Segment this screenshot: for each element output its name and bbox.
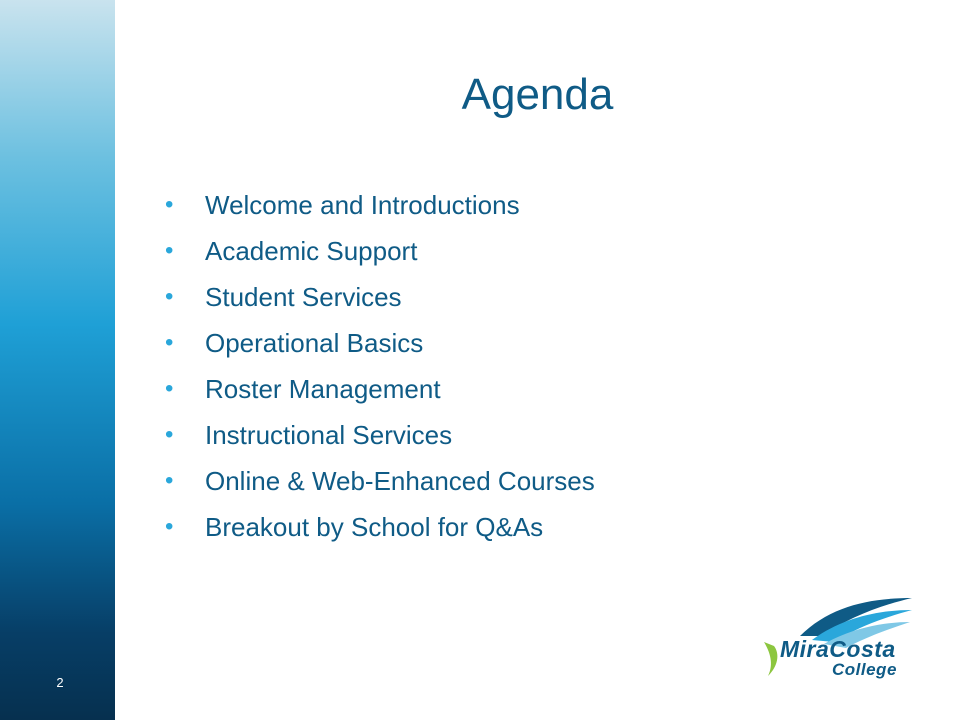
agenda-item-text: Breakout by School for Q&As bbox=[205, 511, 544, 542]
agenda-item bbox=[165, 412, 595, 458]
agenda-item bbox=[165, 366, 595, 412]
agenda-item-text: Welcome and Introductions bbox=[205, 189, 520, 220]
agenda-item-text: Academic Support bbox=[205, 235, 418, 266]
logo-name: MiraCosta bbox=[780, 636, 896, 662]
agenda-item bbox=[165, 458, 595, 504]
agenda-item-text: Operational Basics bbox=[205, 327, 424, 358]
bullet-icon: • bbox=[165, 421, 174, 448]
bullet-icon: • bbox=[165, 237, 174, 264]
agenda-item bbox=[165, 182, 595, 228]
miracosta-logo bbox=[760, 596, 920, 691]
logo-subname: College bbox=[832, 660, 897, 679]
agenda-item bbox=[165, 274, 595, 320]
slide-number: 2 bbox=[56, 675, 64, 690]
bullet-icon: • bbox=[165, 513, 174, 540]
agenda-list bbox=[165, 182, 595, 550]
bullet-icon: • bbox=[165, 191, 174, 218]
bullet-icon: • bbox=[165, 329, 174, 356]
agenda-item bbox=[165, 504, 595, 550]
bullet-icon: • bbox=[165, 467, 174, 494]
agenda-item bbox=[165, 228, 595, 274]
bullet-icon: • bbox=[165, 375, 174, 402]
bullet-icon: • bbox=[165, 283, 174, 310]
slide-title: Agenda bbox=[461, 70, 614, 119]
agenda-item-text: Online & Web-Enhanced Courses bbox=[205, 465, 595, 496]
agenda-item-text: Instructional Services bbox=[205, 419, 453, 450]
agenda-item bbox=[165, 320, 595, 366]
agenda-item-text: Student Services bbox=[205, 281, 402, 312]
agenda-item-text: Roster Management bbox=[205, 373, 441, 404]
side-gradient-bar bbox=[0, 0, 115, 720]
